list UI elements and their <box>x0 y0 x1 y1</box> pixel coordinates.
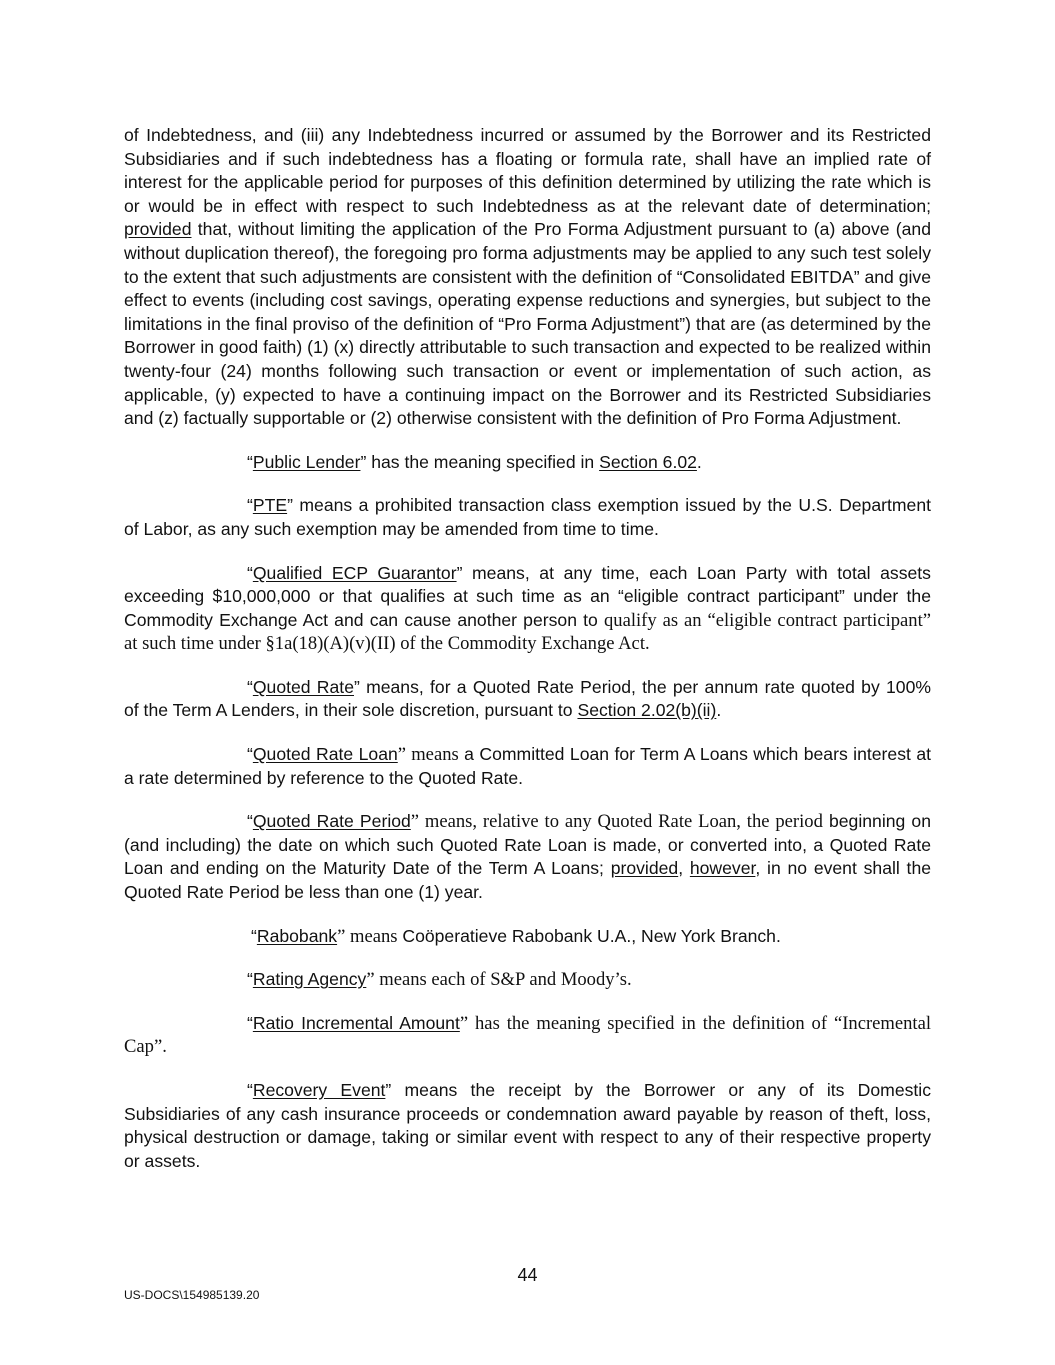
definition-qualified-ecp-guarantor: “Qualified ECP Guarantor” means, at any time, each Loan Party with total assets exceeding $10,000,000 or that qualifies at such time as an “eligible contract participant” under the Commodity Exchange Act and can cause another person to qualify as an “eligible contract participant” at such time under §1a(18)(A)(v)(II) of the Commodity Exchange Act. <box>124 562 931 655</box>
defined-term: Recovery Event <box>252 1080 386 1100</box>
section-reference: Section 2.02(b)(ii) <box>577 700 717 721</box>
definition-rating-agency: “Rating Agency” means each of S&P and Moody’s. <box>247 969 632 991</box>
section-reference: Section 6.02 <box>599 451 697 472</box>
definition-pte: “PTE” means a prohibited transaction class exemption issued by the U.S. Department of Labor, as any such exemption may be amended from time to time. <box>124 495 931 539</box>
defined-term: Public Lender <box>252 451 361 472</box>
definition-public-lender: “Public Lender” has the meaning specified in Section 6.02. <box>247 451 702 472</box>
defined-term: Rating Agency <box>252 969 367 990</box>
document-id: US-DOCS\154985139.20 <box>124 1288 260 1302</box>
page-number: 44 <box>517 1265 538 1285</box>
intro-paragraph: of Indebtedness, and (iii) any Indebtedness incurred or assumed by the Borrower and its Restricted Subsidiaries and if such indebtedness has a floating or formula rate, shall have an implied rate of interest for the applicable period for purposes of this definition determined by utilizing the rate which is or would be in effect with respect to such Indebtedness as at the relevant date of determination; provided that, without limiting the application of the Pro Forma Adjustment pursuant to (a) above (and without duplication thereof), the foregoing pro forma adjustments may be applied to any such test solely to the extent that such adjustments are consistent with the definition of “Consolidated EBITDA” and give effect to events (including cost savings, operating expense reductions and synergies, but subject to the limitations in the final proviso of the definition of “Pro Forma Adjustment”) that are (as determined by the Borrower in good faith) (1) (x) directly attributable to such transaction and expected to be realized within twenty-four (24) months following such transaction or event or implementation of such action, as applicable, (y) expected to have a continuing impact on the Borrower and its Restricted Subsidiaries and (z) factually supportable or (2) otherwise consistent with the definition of Pro Forma Adjustment. <box>124 125 931 429</box>
defined-term: Quoted Rate <box>252 676 354 697</box>
provided-term: provided <box>124 219 192 240</box>
definition-rabobank: “Rabobank” means Coöperatieve Rabobank U.A., New York Branch. <box>251 925 781 947</box>
defined-term: Rabobank <box>256 925 338 946</box>
definition-ratio-incremental-amount: “Ratio Incremental Amount” has the meaning specified in the definition of “Incremental Cap”. <box>124 1012 931 1058</box>
definition-recovery-event: “Recovery Event” means the receipt by the Borrower or any of its Domestic Subsidiaries of any cash insurance proceeds or condemnation award payable by reason of theft, loss, physical destruction or damage, taking or similar event with respect to any of their respective property or assets. <box>124 1080 931 1171</box>
definition-quoted-rate-period: “Quoted Rate Period” means, relative to any Quoted Rate Loan, the period beginning on (and including) the date on which such Quoted Rate Loan is made, or converted into, a Quoted Rate Loan and ending on the Maturity Date of the Term A Loans; provided, however, in no event shall the Quoted Rate Period be less than one (1) year. <box>124 811 932 903</box>
defined-term: Quoted Rate Loan <box>252 744 398 765</box>
provided-term: provided <box>610 858 679 879</box>
defined-term: Quoted Rate Period <box>252 811 411 832</box>
defined-term: Qualified ECP Guarantor <box>252 562 457 583</box>
definition-quoted-rate-loan: “Quoted Rate Loan” means a Committed Loan for Term A Loans which bears interest at a rate determined by reference to the Quoted Rate. <box>124 744 931 788</box>
however-term: however <box>689 858 756 879</box>
defined-term: Ratio Incremental Amount <box>252 1012 460 1033</box>
document-body <box>124 124 931 1193</box>
defined-term: PTE <box>252 495 288 516</box>
definition-quoted-rate: “Quoted Rate” means, for a Quoted Rate Period, the per annum rate quoted by 100% of the Term A Lenders, in their sole discretion, pursuant to Section 2.02(b)(ii). <box>124 676 931 721</box>
